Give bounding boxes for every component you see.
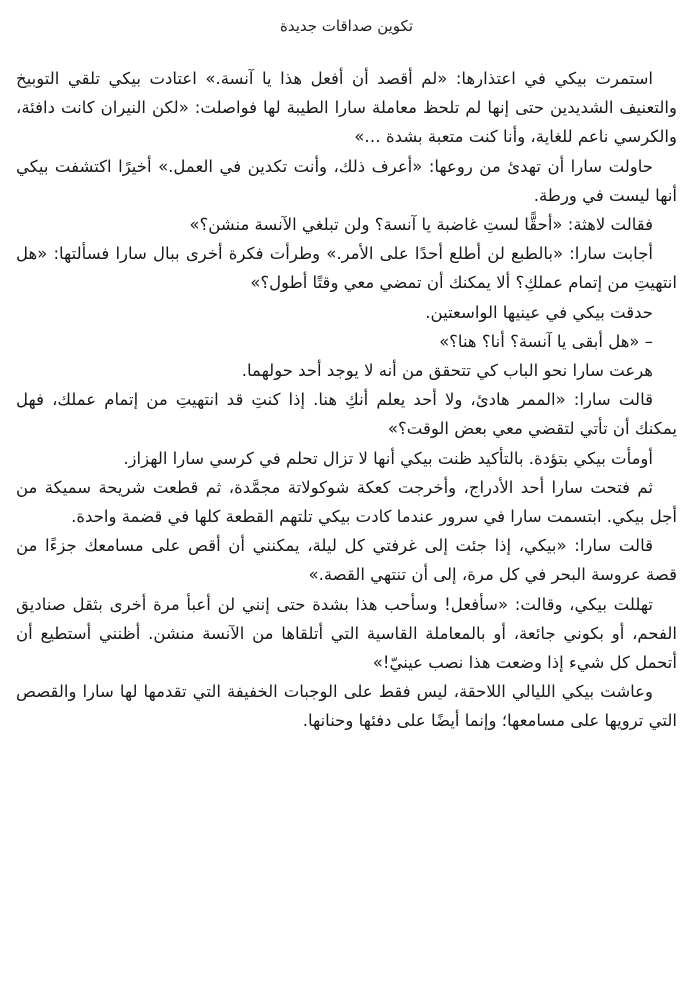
paragraph: قالت سارا: «بيكي، إذا جئت إلى غرفتي كل ليلة، يمكنني أن أقص على مسامعك جزءًا من قصة عروسة البحر في كل مرة، إلى أن تنتهي القصة.» bbox=[16, 536, 677, 585]
paragraph: حاولت سارا أن تهدئ من روعها: «أعرف ذلك، وأنت تكدين في العمل.» أخيرًا اكتشفت بيكي أنها ليست في ورطة. bbox=[16, 156, 677, 205]
paragraph: تهللت بيكي، وقالت: «سأفعل! وسأحب هذا بشدة حتى إنني لن أعبأ مرة أخرى بثقل صناديق الفحم، أو بكوني جائعة، أو بالمعاملة القاسية التي أتلقاها من الآنسة منشن. أظنني أستطيع أن أتحمل كل شيء إذا وضعت هذا نصب عينيّ!» bbox=[16, 594, 677, 673]
paragraph: أومأت بيكي بتؤدة. بالتأكيد ظنت بيكي أنها لا تزال تحلم في كرسي سارا الهزاز. bbox=[123, 448, 653, 468]
paragraph: – «هل أبقى يا آنسة؟ أنا؟ هنا؟» bbox=[439, 331, 653, 351]
paragraph: هرعت سارا نحو الباب كي تتحقق من أنه لا يوجد أحد حولهما. bbox=[241, 361, 653, 381]
paragraph: قالت سارا: «الممر هادئ، ولا أحد يعلم أنكِ هنا. إذا كنتِ قد انتهيتِ من إتمام عملك، فهل يمكنك أن تأتي لتقضي معي بعض الوقت؟» bbox=[16, 390, 677, 439]
paragraph: ثم فتحت سارا أحد الأدراج، وأخرجت كعكة شوكولاتة مجمَّدة، ثم قطعت شريحة سميكة من أجل بيكي. ابتسمت سارا في سرور عندما كادت بيكي تلتهم القطعة كلها في قضمة واحدة. bbox=[16, 477, 677, 527]
body-text bbox=[16, 64, 677, 736]
paragraph: حدقت بيكي في عينيها الواسعتين. bbox=[425, 302, 653, 322]
paragraph: فقالت لاهثة: «أحقًّا لستِ غاضبة يا آنسة؟ ولن تبلغي الآنسة منشن؟» bbox=[189, 215, 653, 235]
paragraph: وعاشت بيكي الليالي اللاحقة، ليس فقط على الوجبات الخفيفة التي تقدمها لها سارا والقصص التي ترويها على مسامعها؛ وإنما أيضًا على دفئها وحنانها. bbox=[16, 682, 677, 731]
paragraph: استمرت بيكي في اعتذارها: «لم أقصد أن أفعل هذا يا آنسة.» اعتادت بيكي تلقي التوبيخ والتعنيف الشديدين حتى إنها لم تلحظ معاملة سارا الطيبة لها فواصلت: «لكن النيران كانت دافئة، والكرسي ناعم للغاية، وأنا كنت متعبة بشدة …» bbox=[16, 69, 677, 147]
paragraph: أجابت سارا: «بالطبع لن أطلع أحدًا على الأمر.» وطرأت فكرة أخرى ببال سارا فسألتها: «هل انتهيتِ من إتمام عملكِ؟ ألا يمكنك أن تمضي معي وقتًا أطول؟» bbox=[16, 244, 677, 293]
chapter-title: تكوين صداقات جديدة bbox=[279, 17, 414, 35]
